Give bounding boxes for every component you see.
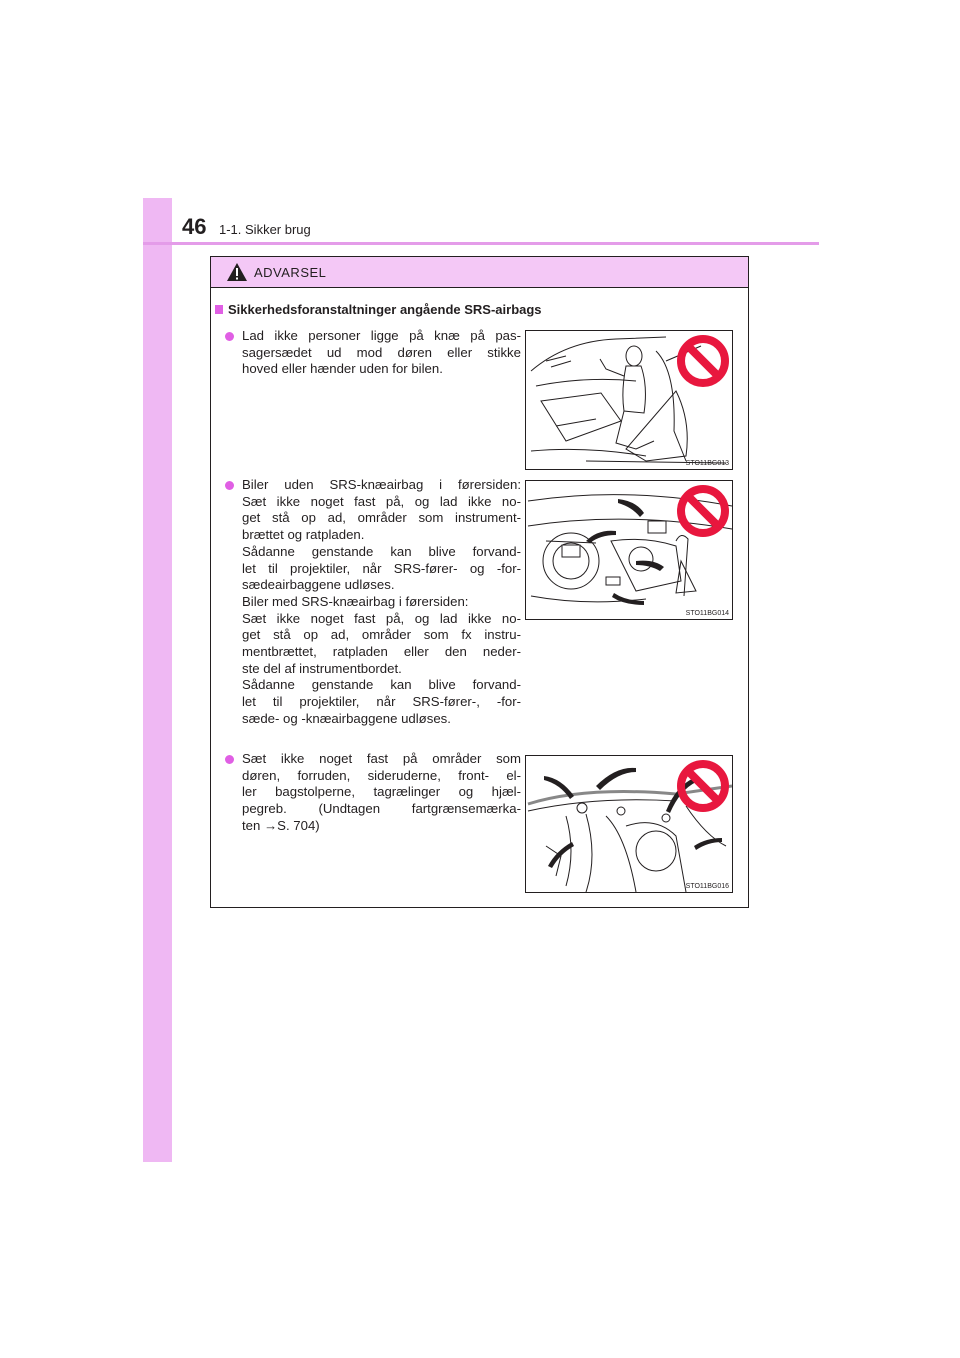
text-line: hoved eller hænder uden for bilen. (242, 361, 443, 377)
figure-kneeling-passenger (525, 330, 733, 470)
text-line: ten →S. 704) (242, 817, 320, 833)
warning-header (211, 257, 748, 288)
figure-code: STO11BG014 (685, 610, 729, 617)
text-line: let til projektiler, når SRS-fører- og -for- (242, 560, 521, 576)
text-line: Sådanne genstande kan blive forvand- (242, 543, 521, 559)
text-line: Biler uden SRS-knæairbag i førersiden: (242, 477, 521, 492)
text-line: sæde- og -knæairbaggene udløses. (242, 710, 451, 726)
text-line: Sæt ikke noget fast på, og lad ikke no- (242, 493, 521, 509)
warning-box (210, 256, 749, 908)
figure-dashboard-objects (525, 480, 733, 620)
text-line: get stå op ad, områder som instrument- (242, 510, 521, 526)
subheading (215, 302, 542, 317)
figure-code: STO11BG013 (685, 460, 729, 467)
prohibition-icon (526, 481, 733, 620)
bullet-item-1-text (242, 328, 521, 378)
text-line: get stå op ad, områder som fx instru- (242, 627, 521, 643)
text-line: brættet og ratpladen. (242, 527, 365, 543)
header-rule (143, 242, 819, 245)
text-line: ste del af instrumentbordet. (242, 660, 402, 676)
text-line: pegreb. (Undtagen fartgrænsemærka- (242, 801, 521, 817)
bullet-dot-icon (225, 755, 234, 764)
figure-interior-pillars (525, 755, 733, 893)
text-line: let til projektiler, når SRS-fører-, -for- (242, 694, 521, 710)
bullet-dot-icon (225, 332, 234, 341)
bullet-item-2-text (242, 477, 521, 728)
text-line: sagersædet ud mod døren eller stikke (242, 344, 521, 360)
bullet-dot-icon (225, 481, 234, 490)
figure-code: STO11BG016 (685, 883, 729, 890)
subheading-text: Sikkerhedsforanstaltninger angående SRS-airbags (228, 302, 542, 317)
text-line: Biler med SRS-knæairbag i førersiden: (242, 593, 469, 609)
section-title: 1-1. Sikker brug (219, 222, 311, 237)
text-line: ler bagstolperne, tagrælinger og hjæl- (242, 784, 521, 800)
side-color-band (143, 198, 172, 1162)
prohibition-icon (526, 331, 733, 470)
text-line: mentbrættet, ratpladen eller den neder- (242, 644, 521, 660)
text-line: Sæt ikke noget fast på områder som (242, 751, 521, 766)
text-line: døren, forruden, sideruderne, front- el- (242, 767, 521, 783)
warning-label: ADVARSEL (254, 265, 327, 280)
text-line: Sæt ikke noget fast på, og lad ikke no- (242, 610, 521, 626)
warning-triangle-icon (226, 262, 248, 282)
bullet-item-3-text (242, 751, 521, 835)
text-line: Sådanne genstande kan blive forvand- (242, 677, 521, 693)
page-number: 46 (182, 214, 207, 239)
text-line: Lad ikke personer ligge på knæ på pas- (242, 328, 521, 343)
square-bullet-icon (215, 305, 223, 314)
prohibition-icon (526, 756, 733, 893)
text-line: sædeairbaggene udløses. (242, 577, 395, 593)
